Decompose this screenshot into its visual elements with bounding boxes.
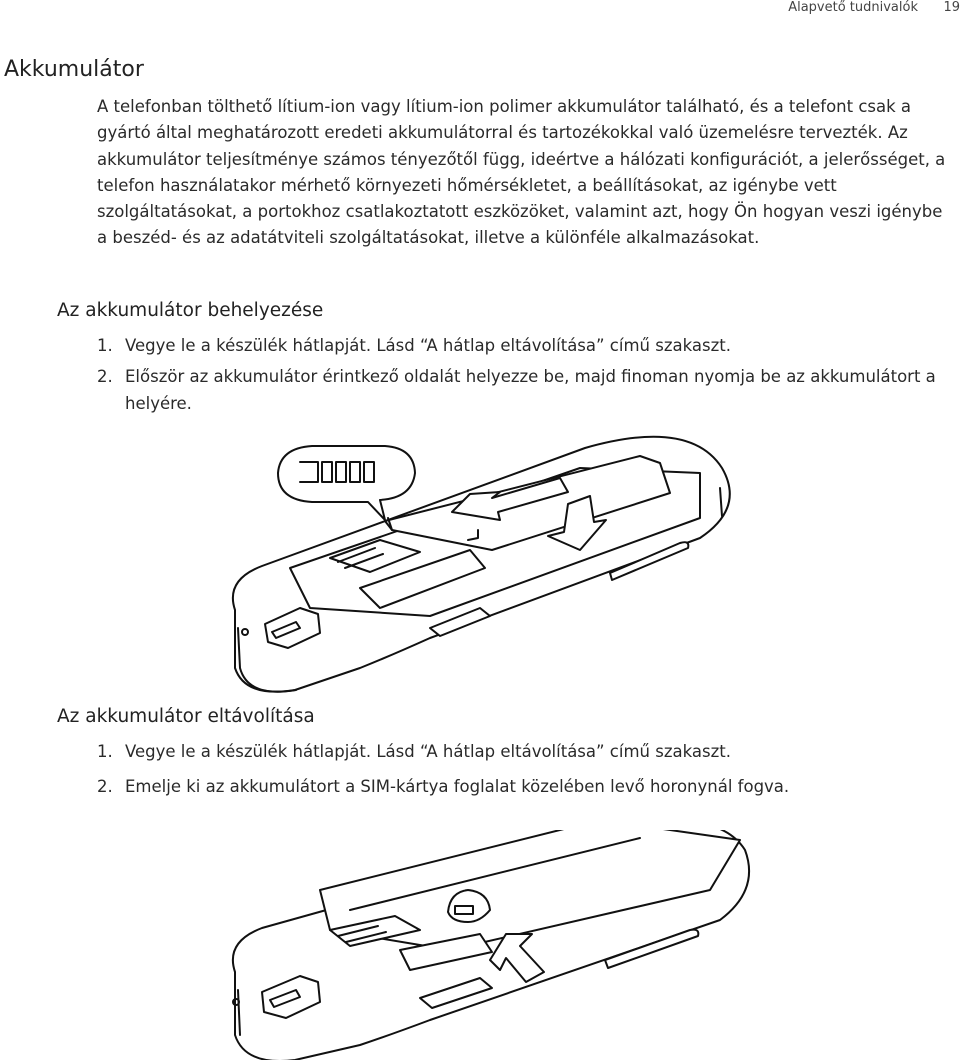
step-number: 1. <box>97 336 113 355</box>
step-text: Emelje ki az akkumulátort a SIM-kártya foglalat közelében levő horonynál fogva. <box>125 777 790 797</box>
section-title: Akkumulátor <box>4 57 144 82</box>
insert-battery-figure <box>0 428 960 728</box>
step-text: Vegye le a készülék hátlapját. Lásd “A hátlap eltávolítása” című szakaszt. <box>125 742 731 761</box>
step-text: Először az akkumulátor érintkező oldalát helyezze be, majd finoman nyomja be az akkumulátort a helyére. <box>125 367 936 413</box>
running-head <box>0 0 960 20</box>
insert-steps <box>97 333 947 417</box>
step-number: 2. <box>97 367 113 387</box>
step-number: 1. <box>97 742 113 761</box>
insert-battery-heading: Az akkumulátor behelyezése <box>57 300 324 321</box>
remove-battery-figure <box>0 830 960 1060</box>
callout-bubble <box>278 446 415 520</box>
remove-battery-heading: Az akkumulátor eltávolítása <box>57 706 315 727</box>
running-head-title: Alapvető tudnivalók <box>788 0 918 15</box>
list-item <box>97 739 947 765</box>
list-item <box>97 333 947 359</box>
list-item <box>97 364 947 417</box>
remove-steps <box>97 739 947 801</box>
step-text: Vegye le a készülék hátlapját. Lásd “A hátlap eltávolítása” című szakaszt. <box>125 336 731 355</box>
page-number: 19 <box>943 0 960 15</box>
step-number: 2. <box>97 777 113 797</box>
intro-paragraph: A telefonban tölthető lítium-ion vagy lítium-ion polimer akkumulátor található, és a telefont csak a gyártó által meghatározott eredeti akkumulátorral és tartozékokkal való üzemelésre tervezték. Az akkumulátor teljesítménye számos tényezőtől függ, ideértve a hálózati konfigurációt, a jelerősséget, a telefon használatakor mérhető környezeti hőmérsékletet, a beállításokat, az igénybe vett szolgáltatásokat, a portokhoz csatlakoztatott eszközöket, valamint azt, hogy Ön hogyan veszi igénybe a beszéd- és az adatátviteli szolgáltatásokat, illetve a különféle alkalmazásokat. <box>97 97 946 248</box>
list-item <box>97 774 947 800</box>
